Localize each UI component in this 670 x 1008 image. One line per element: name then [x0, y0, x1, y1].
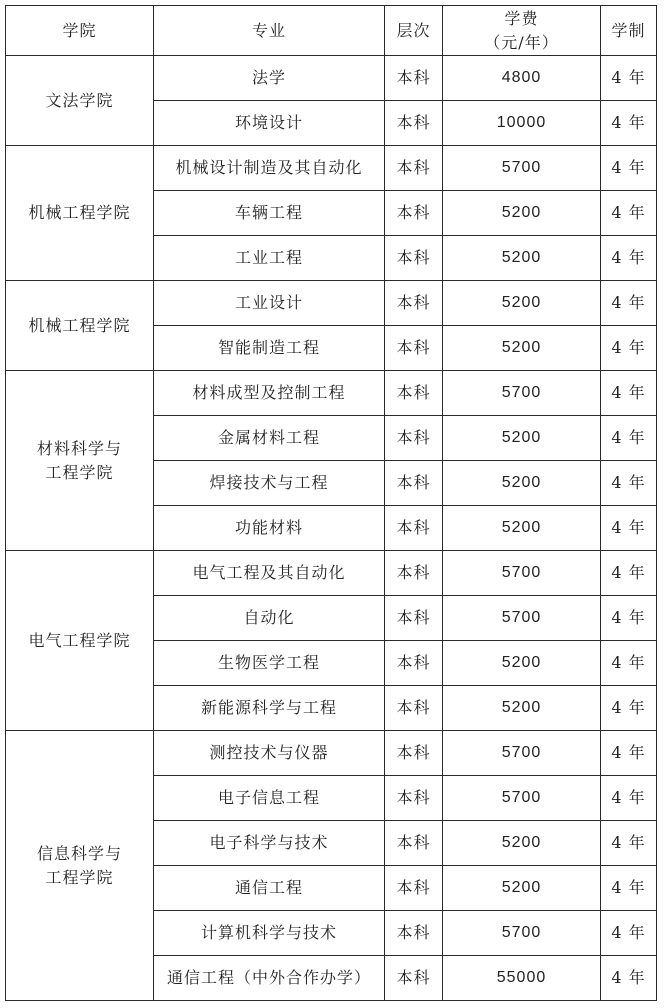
college-cell	[6, 56, 154, 146]
level-cell: 本科	[385, 686, 443, 731]
years-cell: 4 年	[601, 686, 657, 731]
college-name-line: 电气工程学院	[28, 630, 131, 650]
level-cell: 本科	[385, 956, 443, 1001]
level-cell: 本科	[385, 326, 443, 371]
header-years: 学制	[601, 6, 657, 56]
table-row	[6, 731, 657, 776]
fee-cell: 5700	[443, 146, 601, 191]
major-cell: 电气工程及其自动化	[154, 551, 385, 596]
college-name-line: 材料科学与	[36, 438, 122, 458]
major-cell: 测控技术与仪器	[154, 731, 385, 776]
level-cell: 本科	[385, 821, 443, 866]
years-cell: 4 年	[601, 236, 657, 281]
level-cell: 本科	[385, 641, 443, 686]
college-cell	[6, 371, 154, 551]
table-row	[6, 146, 657, 191]
fee-cell: 5700	[443, 731, 601, 776]
major-cell: 通信工程	[154, 866, 385, 911]
years-cell: 4 年	[601, 956, 657, 1001]
years-cell: 4 年	[601, 56, 657, 101]
college-name-line: 机械工程学院	[28, 203, 131, 222]
years-cell: 4 年	[601, 911, 657, 956]
college-name-line: 工程学院	[45, 462, 114, 482]
fee-cell: 5700	[443, 596, 601, 641]
major-cell: 材料成型及控制工程	[154, 371, 385, 416]
table-row	[6, 281, 657, 326]
college-name-line: 信息科学与	[36, 843, 122, 863]
fee-cell: 5700	[443, 911, 601, 956]
major-cell: 生物医学工程	[154, 641, 385, 686]
level-cell: 本科	[385, 236, 443, 281]
level-cell: 本科	[385, 371, 443, 416]
fee-cell: 4800	[443, 56, 601, 101]
college-name-line: 文法学院	[45, 90, 114, 110]
header-fee	[443, 6, 601, 56]
fee-cell: 5700	[443, 551, 601, 596]
college-cell	[6, 146, 154, 281]
fee-cell: 5200	[443, 416, 601, 461]
major-cell: 焊接技术与工程	[154, 461, 385, 506]
major-cell: 电子信息工程	[154, 776, 385, 821]
fee-cell: 5200	[443, 641, 601, 686]
years-cell: 4 年	[601, 371, 657, 416]
fee-cell: 5200	[443, 236, 601, 281]
major-cell: 功能材料	[154, 506, 385, 551]
level-cell: 本科	[385, 866, 443, 911]
major-cell: 环境设计	[154, 101, 385, 146]
college-cell	[6, 281, 154, 371]
years-cell: 4 年	[601, 191, 657, 236]
major-cell: 新能源科学与工程	[154, 686, 385, 731]
years-cell: 4 年	[601, 821, 657, 866]
level-cell: 本科	[385, 506, 443, 551]
level-cell: 本科	[385, 281, 443, 326]
level-cell: 本科	[385, 551, 443, 596]
fee-cell: 55000	[443, 956, 601, 1001]
fee-cell: 5200	[443, 686, 601, 731]
fee-cell: 10000	[443, 101, 601, 146]
major-cell: 电子科学与技术	[154, 821, 385, 866]
years-cell: 4 年	[601, 776, 657, 821]
level-cell: 本科	[385, 146, 443, 191]
level-cell: 本科	[385, 461, 443, 506]
fee-cell: 5200	[443, 191, 601, 236]
fee-cell: 5200	[443, 326, 601, 371]
major-cell: 金属材料工程	[154, 416, 385, 461]
major-cell: 车辆工程	[154, 191, 385, 236]
years-cell: 4 年	[601, 416, 657, 461]
years-cell: 4 年	[601, 281, 657, 326]
level-cell: 本科	[385, 101, 443, 146]
fee-cell: 5200	[443, 461, 601, 506]
header-fee-line1: 学费	[504, 8, 539, 28]
major-cell: 机械设计制造及其自动化	[154, 146, 385, 191]
years-cell: 4 年	[601, 641, 657, 686]
fee-cell: 5200	[443, 281, 601, 326]
years-cell: 4 年	[601, 101, 657, 146]
college-name-line: 机械工程学院	[28, 315, 131, 335]
level-cell: 本科	[385, 191, 443, 236]
table-row	[6, 551, 657, 596]
level-cell: 本科	[385, 776, 443, 821]
years-cell: 4 年	[601, 866, 657, 911]
table-body	[6, 56, 657, 1001]
years-cell: 4 年	[601, 731, 657, 776]
fee-cell: 5200	[443, 821, 601, 866]
fee-cell: 5200	[443, 506, 601, 551]
major-cell: 工业工程	[154, 236, 385, 281]
major-cell: 工业设计	[154, 281, 385, 326]
table-row	[6, 56, 657, 101]
years-cell: 4 年	[601, 551, 657, 596]
college-cell	[6, 551, 154, 731]
header-level: 层次	[385, 6, 443, 56]
fee-cell: 5700	[443, 776, 601, 821]
years-cell: 4 年	[601, 146, 657, 191]
level-cell: 本科	[385, 911, 443, 956]
years-cell: 4 年	[601, 326, 657, 371]
table-header-row	[6, 6, 657, 56]
level-cell: 本科	[385, 731, 443, 776]
college-name-line: 工程学院	[45, 867, 114, 887]
tuition-table	[5, 5, 657, 1001]
years-cell: 4 年	[601, 461, 657, 506]
header-fee-line2: （元/年）	[484, 32, 559, 52]
college-cell	[6, 731, 154, 1001]
major-cell: 自动化	[154, 596, 385, 641]
years-cell: 4 年	[601, 596, 657, 641]
level-cell: 本科	[385, 596, 443, 641]
fee-cell: 5700	[443, 371, 601, 416]
major-cell: 通信工程（中外合作办学）	[154, 956, 385, 1001]
header-college: 学院	[6, 6, 154, 56]
major-cell: 计算机科学与技术	[154, 911, 385, 956]
table-row	[6, 371, 657, 416]
major-cell: 法学	[154, 56, 385, 101]
fee-cell: 5200	[443, 866, 601, 911]
level-cell: 本科	[385, 56, 443, 101]
header-major: 专业	[154, 6, 385, 56]
level-cell: 本科	[385, 416, 443, 461]
years-cell: 4 年	[601, 506, 657, 551]
major-cell: 智能制造工程	[154, 326, 385, 371]
